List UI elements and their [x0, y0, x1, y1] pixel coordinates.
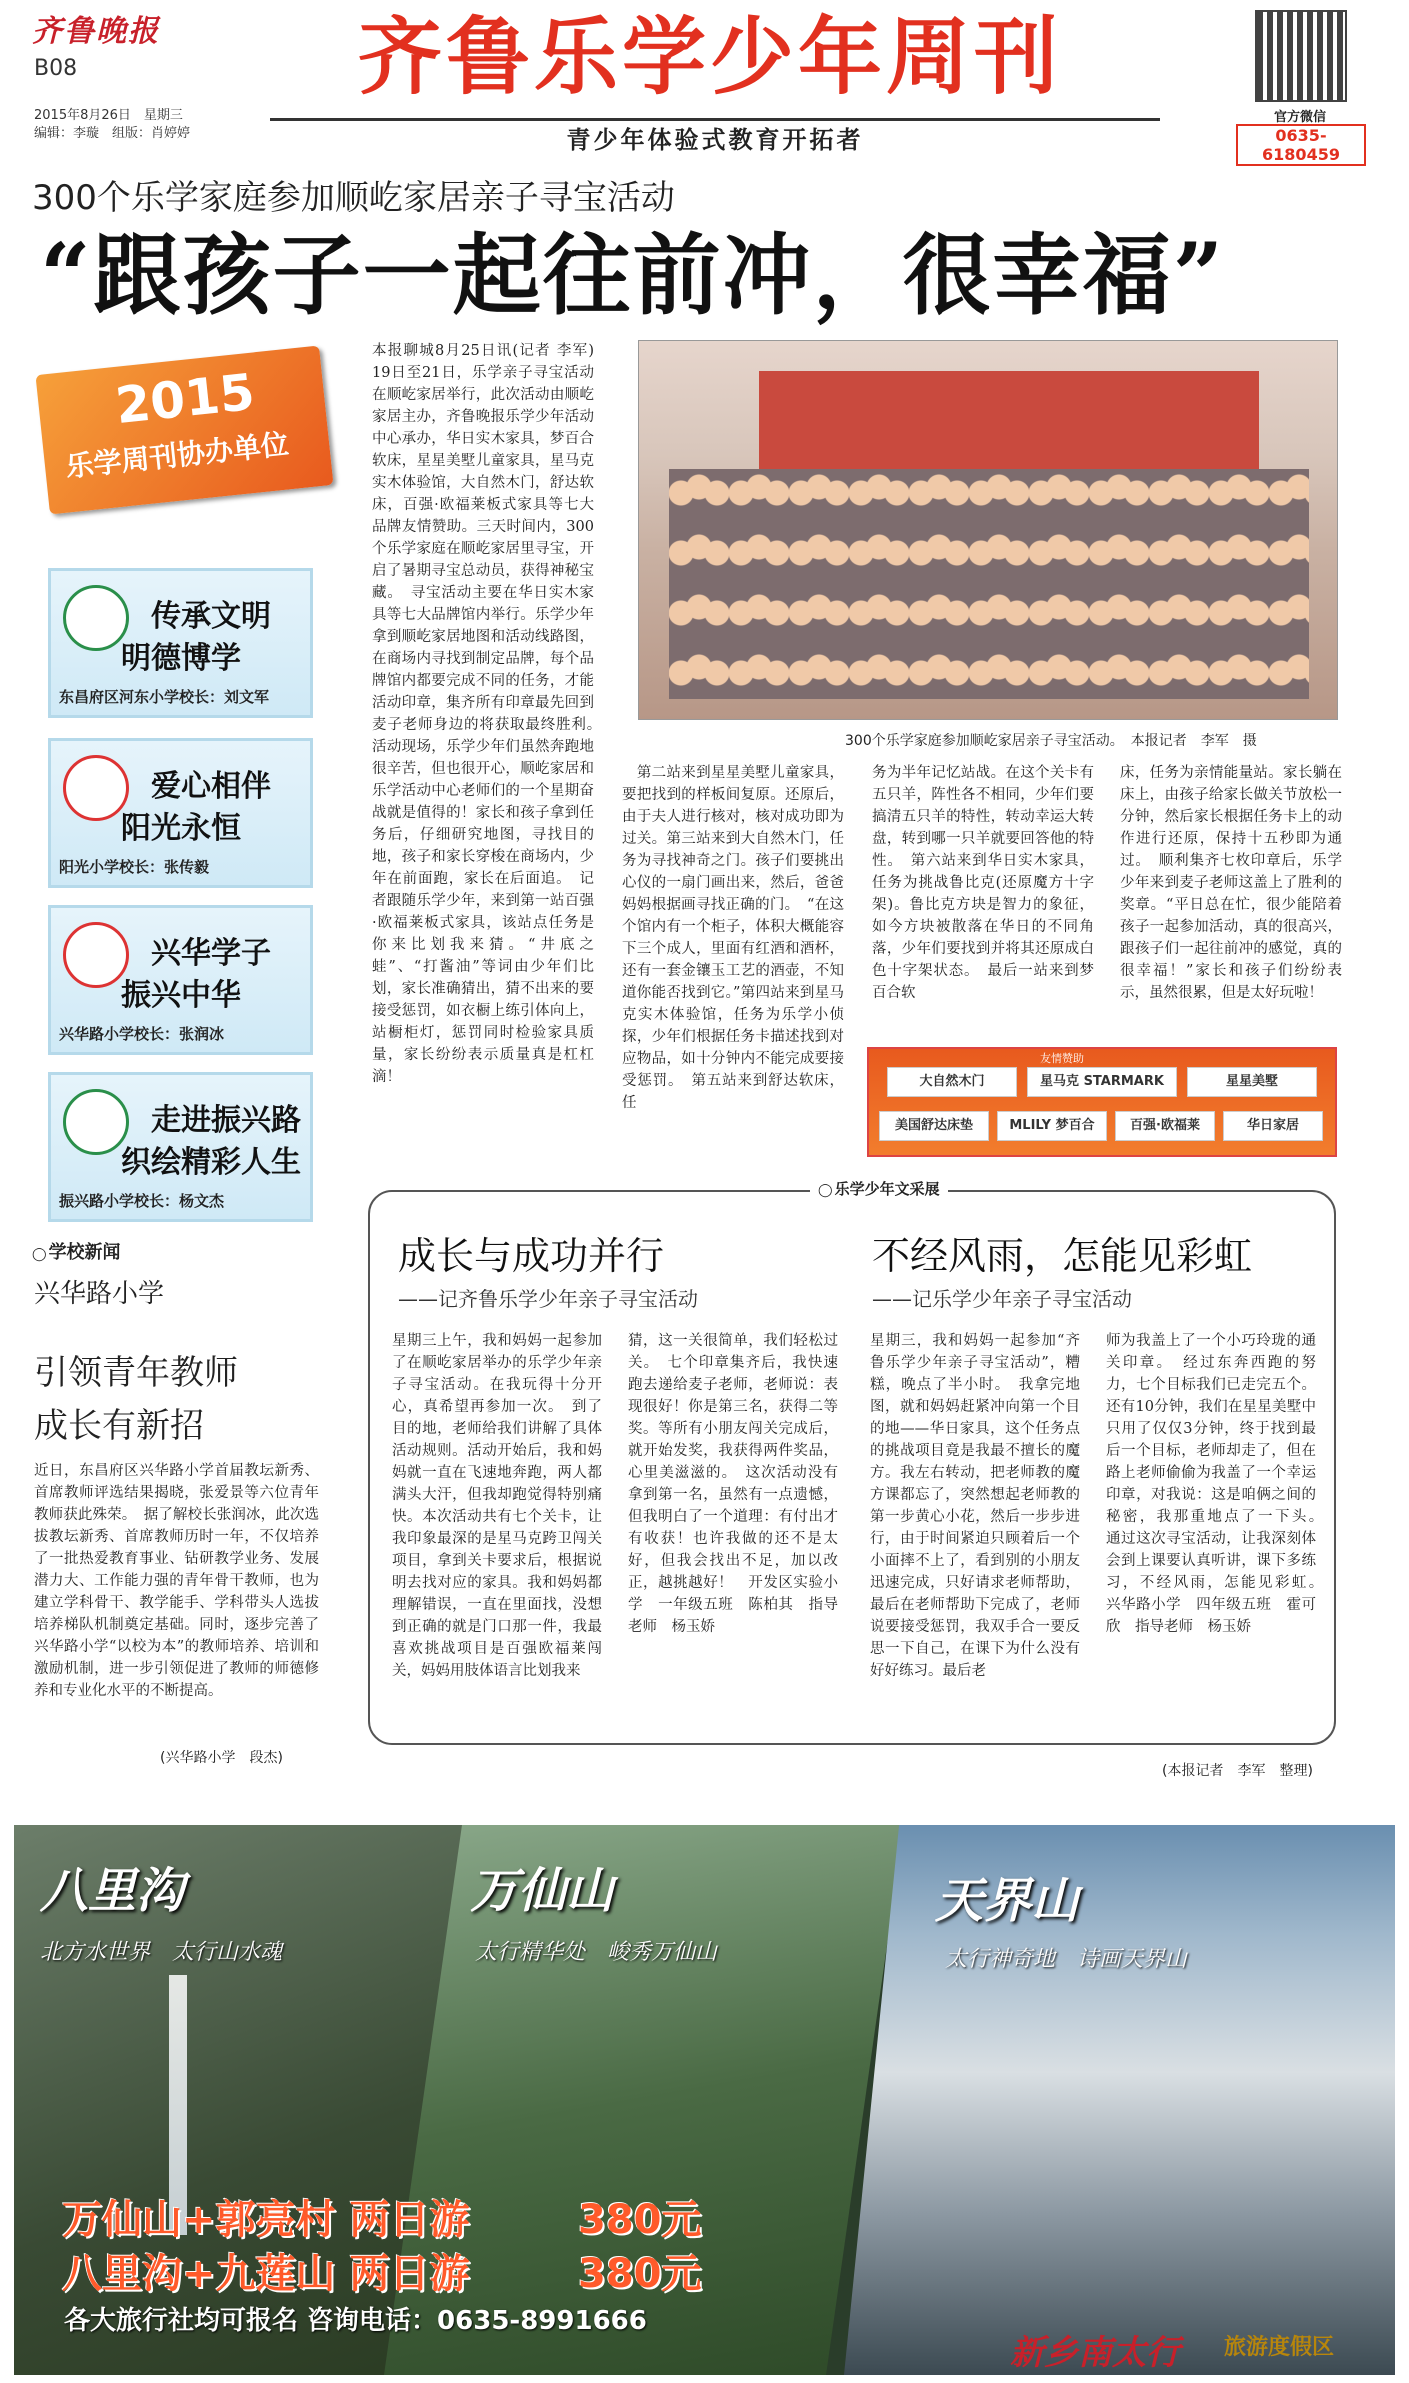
school-motto-line1: 传承文明 [151, 599, 271, 634]
ad-phone-line: 各大旅行社均可报名 咨询电话：0635-8991666 [64, 2306, 647, 2336]
sponsor-logo: 星马克 STARMARK [1027, 1067, 1177, 1097]
school-card [48, 905, 313, 1055]
sponsor-logo: MLILY 梦百合 [997, 1111, 1107, 1141]
article-column-1: 本报聊城8月25日讯(记者 李军) 19日至21日，乐学亲子寻宝活动在顺屹家居举行，此次活动由顺屹家居主办，齐鲁晚报乐学少年活动中心承办，华日实木家具，梦百合软床，星星美墅儿童家具，星马克实木体验馆，大自然木门，舒达软床，百强·欧福莱板式家具等七大品牌友情赞助。三天时间内，300个乐学家庭在顺屹家居里寻宝，开启了暑期寻宝总动员，获得神秘宝藏。 寻宝活动主要在华日实木家具等七大品牌馆内举行。乐学少年拿到顺屹家居地图和活动线路图，在商场内寻找到制定品牌，每个品牌馆内都要完成不同的任务，才能活动印章，集齐所有印章最先回到麦子老师身边的将获取最终胜利。 活动现场，乐学少年们虽然奔跑地很辛苦，但也很开心，顺屹家居和乐学活动中心老师们的一个星期奋战就是值得的！家长和孩子拿到任务后，仔细研究地图，寻找目的地，孩子和家长穿梭在商场内，少年在前面跑，家长在后面追。 记者跟随乐学少年，来到第一站百强·欧福莱板式家具，该站点任务是你来比划我来猜。“井底之蛙”、“打酱油”等词由少年们比划，家长准确猜出，猜不出来的要接受惩罚，如衣橱上练引体向上，站橱柜灯，惩罚同时检验家具质量，家长纷纷表示质量真是杠杠滴！ [372, 343, 609, 1085]
school-logo-icon [63, 585, 129, 651]
essay-right-subtitle: ——记乐学少年亲子寻宝活动 [872, 1287, 1132, 1311]
badge-year: 2015 [112, 362, 258, 436]
ad-price: 380元 [578, 2251, 702, 2297]
ad-place-name: 万仙山 [470, 1863, 615, 1919]
section-label-essays: ◯ 乐学少年文采展 [810, 1178, 948, 1199]
sponsor-logo: 星星美墅 [1187, 1067, 1317, 1097]
ad-route: 八里沟+九莲山 两日游 [62, 2251, 470, 2297]
issue-date: 2015年8月26日 星期三 [34, 108, 183, 123]
school-caption: 振兴路小学校长：杨文杰 [59, 1192, 225, 1210]
ad-place-slogan: 太行精华处 峻秀万仙山 [475, 1940, 718, 1965]
school-card [48, 1072, 313, 1222]
newspaper-logo: 齐鲁晚报 [32, 14, 160, 49]
news-title-line2: 成长有新招 [34, 1406, 204, 1446]
essay-right-title: 不经风雨，怎能见彩虹 [872, 1234, 1253, 1278]
article-column-2: 第二站来到星星美墅儿童家具，要把找到的样板间复原。还原后，由于夫人进行核对，核对成功即为过关。第三站来到大自然木门，任务为寻找神奇之门。孩子们要挑出心仪的一扇门画出来，然后，爸爸妈妈根据画寻找正确的门。 “在这个馆内有一个柜子，体积大概能容下三个成人，里面有红酒和酒杯，还有一套金镶玉工艺的酒壶，不知道你能否找到它。”第四站来到星马克实木体验馆，任务为乐学小侦探，少年们根据任务卡描述找到对应物品，如十分钟内不能完成要接受惩罚。 第五站来到舒达软床，任 [622, 765, 844, 1111]
article-subhead: 300个乐学家庭参加顺屹家居亲子寻宝活动 [32, 178, 675, 218]
news-author: (兴华路小学 段杰) [160, 1750, 283, 1766]
news-body: 近日，东昌府区兴华路小学首届教坛新秀、首席教师评选结果揭晓，张爱景等六位青年教师获此殊荣。 据了解校长张润冰，此次选拔教坛新秀、首席教师历时一年，不仅培养了一批热爱教育事业、钻研教学业务、发展潜力大、工作能力强的青年骨干教师，也为建立学科骨干、教学能手、学科带头人选拔培养梯队机制奠定基础。同时，逐步完善了兴华路小学“以校为本”的教师培养、培训和激励机制，进一步引领促进了教师的师德修养和专业化水平的不断提高。 [34, 1463, 319, 1699]
school-motto-line2: 明德博学 [121, 641, 241, 676]
section-label-school-news: ◯ 学校新闻 [32, 1238, 121, 1264]
sponsor-heading: 友情赞助 [1040, 1052, 1084, 1065]
school-motto-line2: 阳光永恒 [121, 811, 241, 846]
qr-label: 官方微信 [1273, 110, 1326, 125]
school-motto-line1: 兴华学子 [151, 936, 271, 971]
school-logo-icon [63, 1089, 129, 1155]
school-motto-line2: 振兴中华 [121, 978, 241, 1013]
ad-place-slogan: 太行神奇地 诗画天界山 [945, 1947, 1188, 1972]
essay-left-subtitle: ——记齐鲁乐学少年亲子寻宝活动 [398, 1287, 698, 1311]
essay-left-title: 成长与成功并行 [398, 1234, 665, 1278]
school-motto-line1: 走进振兴路 [151, 1103, 301, 1138]
tagline: 青少年体验式教育开拓者 [566, 126, 864, 154]
ad-brand-sub: 旅游度假区 [1224, 2335, 1335, 2360]
badge-text: 乐学周刊协办单位 [64, 427, 291, 484]
ad-place-slogan: 北方水世界 太行山水魂 [40, 1940, 283, 1965]
essay-left-col2: 猜，这一关很简单，我们轻松过关。 七个印章集齐后，我快速跑去递给麦子老师，老师说：表现很好！你是第三名，获得二等奖。等所有小朋友闯关完成后，就开始发奖，我获得两件奖品，心里美滋滋的。 这次活动没有拿到第一名，虽然有一点遗憾，但我明白了一个道理：有付出才有收获！也许我做的还不是太好，但我会找出不足，加以改正，越挑越好！ 开发区实验小学 一年级五班 陈柏其 指导老师 杨玉娇 [628, 1333, 838, 1635]
ad-brand: 新乡南太行 [1010, 2333, 1180, 2373]
school-caption: 东昌府区河东小学校长：刘文军 [59, 688, 270, 706]
sponsor-logo: 大自然木门 [887, 1067, 1017, 1097]
photo-crowd [669, 469, 1309, 699]
event-photo [638, 340, 1338, 720]
news-school-name: 兴华路小学 [34, 1279, 165, 1309]
school-caption: 兴华路小学校长：张润冰 [59, 1025, 225, 1043]
essay-right-col1: 星期三，我和妈妈一起参加“齐鲁乐学少年亲子寻宝活动”，糟糕，晚点了半小时。 我拿完地图，就和妈妈赶紧冲向第一个目的地——华日家具，这个任务点的挑战项目竟是我最不擅长的魔方。我左右转动，把老师教的魔方课都忘了，突然想起老师教的第一步黄心小花，然后一步步进行，由于时间紧迫只顾着后一个小面摔不上了，看到别的小朋友迅速完成，只好请求老师帮助，最后在老师帮助下完成了，老师说要接受惩罚，我双手合一要反思一下自己，在课下为什么没有好好练习。最后老 [870, 1333, 1080, 1679]
essay-left-col1: 星期三上午，我和妈妈一起参加了在顺屹家居举办的乐学少年亲子寻宝活动。在我玩得十分开心，真希望再参加一次。 到了目的地，老师给我们讲解了具体活动规则。活动开始后，我和妈妈就一直在飞速地奔跑，两人都满头大汗，但我却跑觉得特别痛快。本次活动共有七个关卡，让我印象最深的是星马克跨卫闯关项目，拿到关卡要求后，根据说明去找对应的家具。我和妈妈都理解错误，一直在里面找，没想到正确的就是门口那一件，我最喜欢挑战项目是百强欧福莱闯关，妈妈用肢体语言比划我来 [392, 1333, 602, 1679]
qr-code-icon [1255, 10, 1347, 102]
essay-footnote: (本报记者 李军 整理) [1162, 1763, 1313, 1779]
page-number: B08 [34, 56, 78, 81]
photo-caption: 300个乐学家庭参加顺屹家居亲子寻宝活动。 本报记者 李军 摄 [845, 733, 1257, 749]
sponsor-box [867, 1047, 1337, 1157]
editors-line: 编辑：李璇 组版：肖婷婷 [34, 126, 191, 141]
sponsor-logo: 华日家居 [1223, 1111, 1323, 1141]
news-title-line1: 引领青年教师 [34, 1353, 238, 1393]
article-column-3: 务为半年记忆站战。在这个关卡有五只羊，阵性各不相同，少年们要搞清五只羊的特性，转动幸运大转盘，转到哪一只羊就要回答他的特性。 第六站来到华日实木家具，任务为挑战鲁比克(还原魔方十字架)。鲁比克方块是智力的象征，如今方块被散落在华日的不同角落，少年们要找到并将其还原成白色十字架状态。 最后一站来到梦百合软 [872, 765, 1094, 1001]
heart-logo-icon [63, 755, 129, 821]
school-motto-line1: 爱心相伴 [151, 769, 271, 804]
article-headline: “跟孩子一起往前冲，很幸福” [40, 223, 1226, 327]
ad-place-name: 天界山 [935, 1873, 1080, 1929]
sponsor-logo: 百强·欧福莱 [1115, 1111, 1215, 1141]
ad-panel-tianjieshan [844, 1825, 1395, 2375]
school-card [48, 738, 313, 888]
hotline-phone: 0635-6180459 [1236, 124, 1366, 166]
school-motto-line2: 织绘精彩人生 [121, 1145, 301, 1180]
ad-place-name: 八里沟 [40, 1863, 185, 1919]
school-logo-icon [63, 922, 129, 988]
ad-route: 万仙山+郭亮村 两日游 [62, 2197, 470, 2243]
sponsor-logo: 美国舒达床垫 [879, 1111, 989, 1141]
ad-price: 380元 [578, 2197, 702, 2243]
article-column-4: 床，任务为亲情能量站。家长躺在床上，由孩子给家长做关节放松一分钟，然后家长根据任务卡上的动作进行还原，保持十五秒即为通过。 顺利集齐七枚印章后，乐学少年来到麦子老师这盖上了胜利的奖章。“平日总在忙，很少能陪着孩子一起参加活动，真的很高兴，跟孩子们一起往前冲的感觉，真的很幸福！”家长和孩子们纷纷表示，虽然很累，但是太好玩啦！ [1120, 765, 1342, 1001]
photo-backdrop [759, 371, 1259, 471]
supplement-title: 齐鲁乐学少年周刊 [357, 8, 1062, 106]
essay-right-col2: 师为我盖上了一个小巧玲珑的通关印章。 经过东奔西跑的努力，七个目标我们已走完五个。还有10分钟，我们在星星美墅中只用了仅仅3分钟，终于找到最后一个目标，老师却走了，但在路上老师偷偷为我盖了一个幸运印章，对我说：这是咱俩之间的秘密，我那重地点了一下头。 通过这次寻宝活动，让我深刻体会到上课要认真听讲，课下多练习，不经风雨，怎能见彩虹。 兴华路小学 四年级五班 霍可欣 指导老师 杨玉娇 [1106, 1333, 1331, 1635]
school-card [48, 568, 313, 718]
school-caption: 阳光小学校长：张传毅 [59, 858, 210, 876]
